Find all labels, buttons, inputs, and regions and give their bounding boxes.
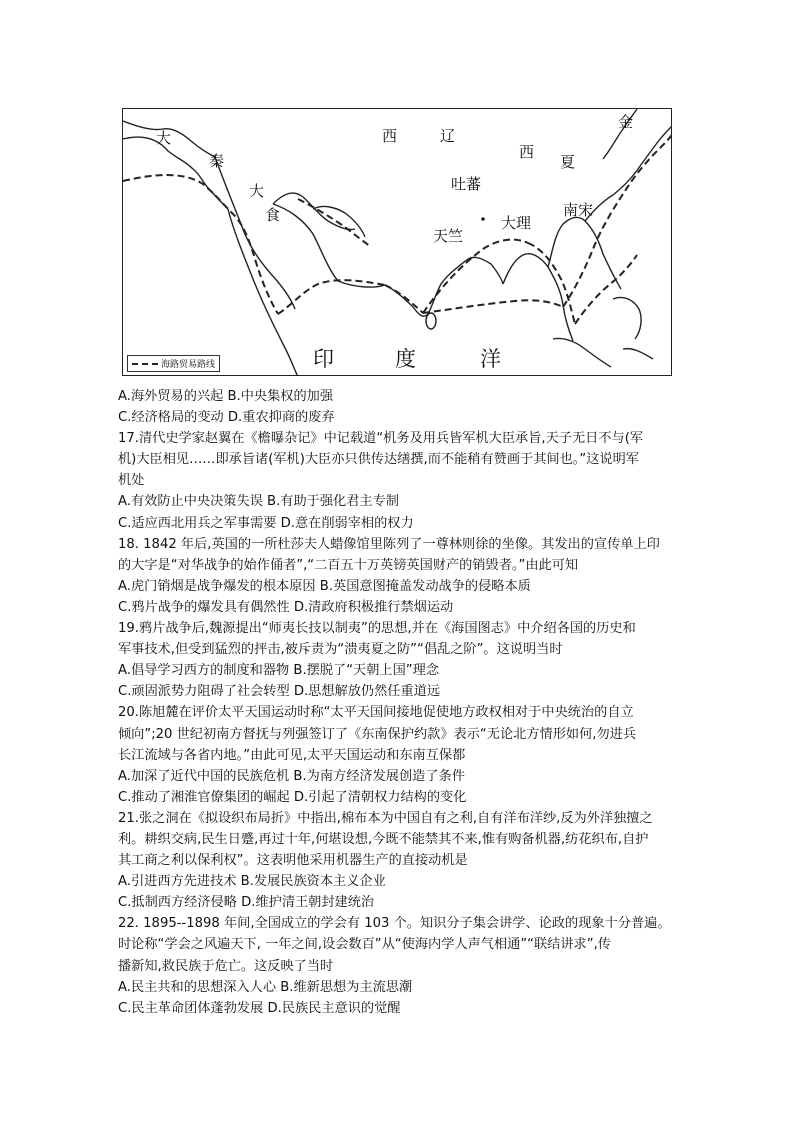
map-label-dali: 大理 <box>501 214 532 232</box>
text-line: C.经济格局的变动 D.重农抑商的废弃 <box>118 410 335 426</box>
text-line: C.民主革命团体蓬勃发展 D.民族民主意识的觉醒 <box>118 1000 401 1016</box>
text-line: C.鸦片战争的爆发具有偶然性 D.清政府积极推行禁烟运动 <box>118 599 454 615</box>
text-line: 的大字是“对华战争的始作俑者”,“二百五十万英镑英国财产的销毁者。”由此可知 <box>118 557 579 573</box>
trade-route-map <box>122 108 672 376</box>
text-line: 机处 <box>118 473 145 489</box>
map-label-yin: 印 <box>313 347 336 371</box>
text-line: A.海外贸易的兴起 B.中央集权的加强 <box>118 389 334 404</box>
text-line: C.抵制西方经济侵略 D.维护清王朝封建统治 <box>118 895 375 911</box>
text-line: A.民主共和的思想深入人心 B.维新思想为主流思潮 <box>118 979 413 995</box>
legend-dashed-line-icon <box>132 363 158 365</box>
map-label-da-qin-1: 大 <box>156 129 172 147</box>
text-line: A.加深了近代中国的民族危机 B.为南方经济发展创造了条件 <box>118 768 465 784</box>
text-line: 军事技术,但受到猛烈的抨击,被斥责为“溃夷夏之防”“倡乱之阶”。这说明当时 <box>118 642 563 658</box>
text-line: 21.张之洞在《拟设织布局折》中指出,棉布本为中国自有之利,自有洋布洋纱,反为外洋独擅之 <box>118 810 653 826</box>
text-line: A.虎门销烟是战争爆发的根本原因 B.英国意图掩盖发动战争的侵略本质 <box>118 578 531 594</box>
map-drawing <box>123 109 672 376</box>
map-label-nansong: 南宋 <box>563 201 594 219</box>
legend-label: 海路贸易路线 <box>161 360 216 370</box>
text-line: 长江流域与各省内地。”由此可见,太平天国运动和东南互保都 <box>118 747 466 763</box>
text-line: C.顽固派势力阻碍了社会转型 D.思想解放仍然任重道远 <box>118 684 441 700</box>
text-line: 18. 1842 年后,英国的一所杜莎夫人蜡像馆里陈列了一尊林则徐的坐像。其发出的宣传单上印 <box>118 536 660 552</box>
map-label-xi-xia-1: 西 <box>519 143 535 161</box>
text-line: A.有效防止中央决策失误 B.有助于强化君主专制 <box>118 494 399 510</box>
text-line: 倾向”;20 世纪初南方督抚与列强签订了《东南保护约款》表示“无论北方情形如何,勿进兵 <box>118 726 637 742</box>
text-line: 22. 1895--1898 年间,全国成立的学会有 103 个。知识分子集会讲学、论政的现象十分普遍。 <box>118 916 671 932</box>
text-line: C.推动了湘淮官僚集团的崛起 D.引起了清朝权力结构的变化 <box>118 789 467 805</box>
text-line: 机)大臣相见……即承旨诸(军机)大臣亦只供传达缮撰,而不能稍有赞画于其间也。”这说明军 <box>118 452 639 468</box>
map-label-du: 度 <box>395 347 418 371</box>
map-label-xi-liao-2: 辽 <box>440 127 456 145</box>
text-line: 播新知,救民族于危亡。这反映了当时 <box>118 958 334 974</box>
text-line: A.引进西方先进技术 B.发展民族资本主义企业 <box>118 874 386 890</box>
map-label-yang: 洋 <box>480 347 503 371</box>
map-label-tianzhu: 天竺 <box>433 227 464 245</box>
text-line: 其工商之利以保利权”。这表明他采用机器生产的直接动机是 <box>118 853 468 869</box>
map-label-jin: 金 <box>618 113 634 131</box>
text-line: 时论称“学会之风遍天下, 一年之间,设会数百”从“使海内学人声气相通”“联结讲求”,传 <box>118 937 611 953</box>
map-label-da-qin-2: 秦 <box>209 152 225 170</box>
question-text <box>118 386 684 1019</box>
text-line: 20.陈旭麓在评价太平天国运动时称“太平天国间接地促使地方政权相对于中央统治的自立 <box>118 705 634 721</box>
text-line: A.倡导学习西方的制度和器物 B.摆脱了“天朝上国”理念 <box>118 663 440 679</box>
text-line: 17.清代史学家赵翼在《檐曝杂记》中记载道“机务及用兵皆军机大臣承旨,天子无日不与(军 <box>118 431 644 447</box>
map-label-da-shi-2: 食 <box>265 206 281 224</box>
map-label-tubo: 吐蕃 <box>451 175 482 193</box>
map-label-xi-xia-2: 夏 <box>560 153 576 171</box>
text-line: 19.鸦片战争后,魏源提出“师夷长技以制夷”的思想,并在《海国图志》中介绍各国的历史和 <box>118 621 636 637</box>
text-line: C.适应西北用兵之军事需要 D.意在削弱宰相的权力 <box>118 515 414 531</box>
map-label-xi-liao-1: 西 <box>382 127 398 145</box>
map-legend <box>127 355 220 372</box>
text-line: 利。耕织交病,民生日蹙,再过十年,何堪设想,今既不能禁其不来,惟有购备机器,纺花织布,自护 <box>118 831 649 847</box>
map-label-da-shi-1: 大 <box>249 182 265 200</box>
